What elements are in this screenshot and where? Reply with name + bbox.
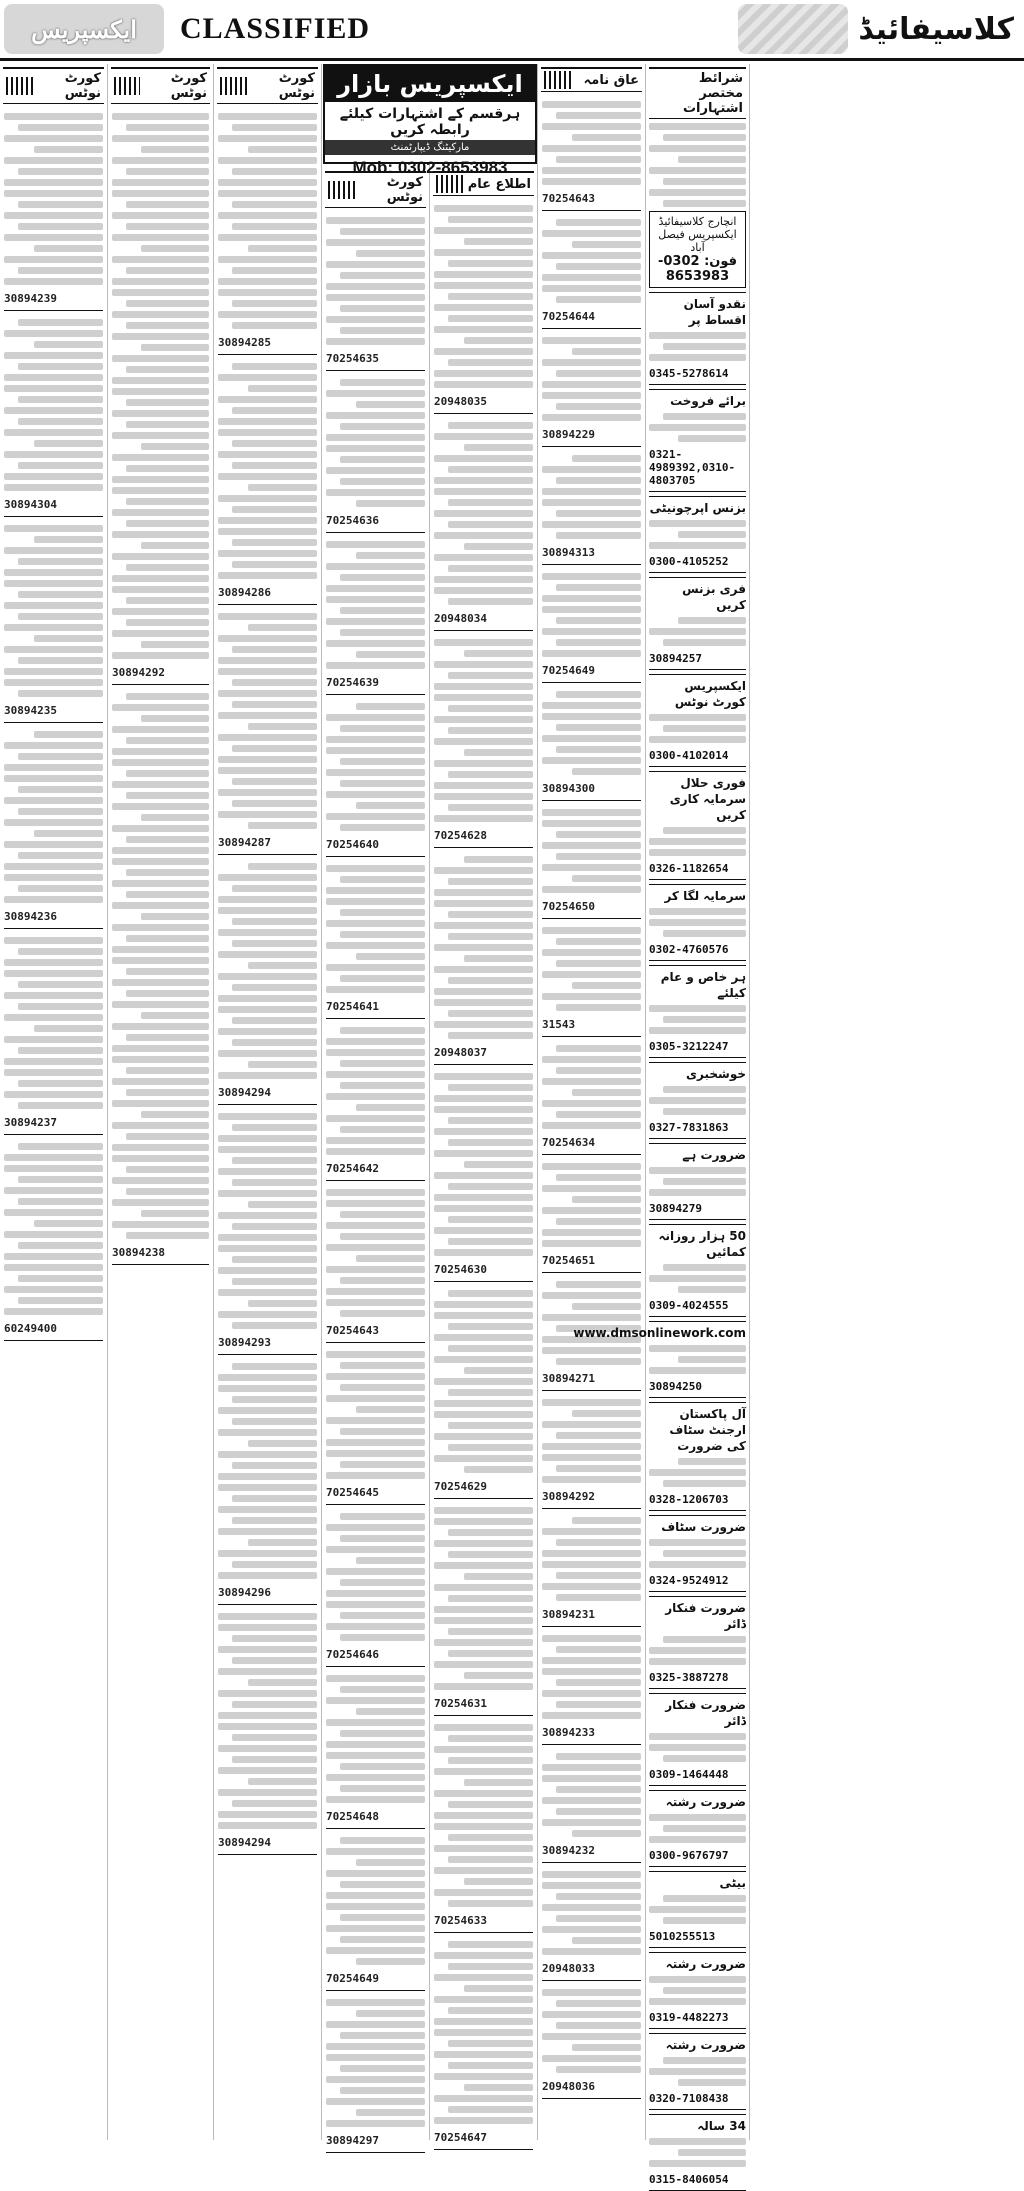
classified-ad bbox=[325, 1507, 426, 1669]
classified-ad bbox=[217, 357, 318, 607]
sidebar-section-title: فری بزنس کریں bbox=[649, 577, 746, 613]
classified-ad bbox=[433, 199, 534, 416]
classified-ad bbox=[433, 1067, 534, 1284]
classified-ad bbox=[3, 519, 104, 725]
sidebar-section-title: ایکسپریس کورٹ نوٹس bbox=[649, 674, 746, 710]
column-6 bbox=[0, 64, 108, 2140]
classified-ad bbox=[541, 567, 642, 685]
classified-ad bbox=[541, 921, 642, 1039]
masthead-right bbox=[738, 4, 1024, 54]
ad-reference-code: 70254628 bbox=[434, 826, 533, 848]
sidebar-section-phone: 30894257 bbox=[649, 650, 746, 670]
classified-ad bbox=[111, 107, 210, 687]
sidebar-section-phone: 0324-9524912 bbox=[649, 1572, 746, 1592]
sidebar-section-title: ضرورت رشتہ bbox=[649, 2033, 746, 2053]
classified-ad bbox=[3, 107, 104, 313]
classified-ad bbox=[325, 373, 426, 535]
classified-ad bbox=[541, 685, 642, 803]
classified-ad bbox=[541, 213, 642, 331]
sidebar-section-title: 34 سالہ bbox=[649, 2114, 746, 2134]
column-5-body bbox=[111, 107, 210, 1267]
ad-reference-code: 30894286 bbox=[218, 583, 317, 605]
sidebar-section-title: 50 ہزار روزانہ کمائیں bbox=[649, 1224, 746, 1260]
contact-box: انچارج کلاسیفائیڈ ایکسپریس فیصل آباد فون: 0302-8653983 bbox=[649, 211, 746, 288]
ad-reference-code: 30894285 bbox=[218, 333, 317, 355]
ad-reference-code: 70254651 bbox=[542, 1251, 641, 1273]
classified-ad bbox=[217, 107, 318, 357]
ad-reference-code: 20948034 bbox=[434, 609, 533, 631]
classified-title-en: CLASSIFIED bbox=[180, 12, 371, 45]
column-3-body bbox=[325, 211, 426, 2155]
ad-reference-code: 20948037 bbox=[434, 1043, 533, 1065]
express-logo: ایکسپریس bbox=[4, 4, 164, 54]
column-2 bbox=[430, 64, 538, 2144]
ad-reference-code: 30894271 bbox=[542, 1369, 641, 1391]
section-header: کورٹ نوٹس bbox=[111, 67, 210, 104]
ad-reference-code: 30894294 bbox=[218, 1833, 317, 1855]
ad-reference-code: 70254646 bbox=[326, 1645, 425, 1667]
ad-reference-code: 70254635 bbox=[326, 349, 425, 371]
sidebar-section-phone: 0309-1464448 bbox=[649, 1766, 746, 1786]
ad-reference-code: 70254649 bbox=[326, 1969, 425, 1991]
classified-ad bbox=[325, 535, 426, 697]
sidebar-section-title: خوشخبری bbox=[649, 1062, 746, 1082]
sidebar-section-phone: 0309-4024555 bbox=[649, 1297, 746, 1317]
ad-reference-code: 70254648 bbox=[326, 1807, 425, 1829]
sidebar-section-title: ضرورت سٹاف bbox=[649, 1515, 746, 1535]
column-4-body bbox=[217, 107, 318, 1857]
sidebar-sections bbox=[573, 292, 746, 2191]
ad-reference-code: 70254630 bbox=[434, 1260, 533, 1282]
sidebar-section-phone: 30894250 bbox=[649, 1378, 746, 1398]
section-header: عاق نامہ bbox=[541, 67, 642, 92]
ad-reference-code: 30894287 bbox=[218, 833, 317, 855]
classified-ad bbox=[541, 1393, 642, 1511]
ad-reference-code: 70254643 bbox=[542, 189, 641, 211]
ad-reference-code: 30894292 bbox=[112, 663, 209, 685]
newspaper-icon bbox=[220, 77, 247, 95]
sidebar-section-title: سرمایہ لگا کر bbox=[649, 884, 746, 904]
ad-reference-code: 30894233 bbox=[542, 1723, 641, 1745]
sidebar-section-phone: 30894279 bbox=[649, 1200, 746, 1220]
column-3 bbox=[322, 64, 430, 2147]
ad-reference-code: 70254642 bbox=[326, 1159, 425, 1181]
ad-reference-code: 70254639 bbox=[326, 673, 425, 695]
sidebar-section-phone: 0300-4105252 bbox=[649, 553, 746, 573]
sidebar-section-title: فوری حلال سرمایہ کاری کریں bbox=[649, 771, 746, 823]
classified-ad bbox=[111, 687, 210, 1267]
ad-reference-code: 30894238 bbox=[112, 1243, 209, 1265]
ad-reference-code: 60249400 bbox=[4, 1319, 103, 1341]
classified-ad bbox=[541, 1747, 642, 1865]
ad-reference-code: 70254647 bbox=[434, 2128, 533, 2150]
sidebar-section-phone: 0315-8406054 bbox=[649, 2171, 746, 2191]
sidebar-section-phone: 0321-4989392,0310-4803705 bbox=[649, 446, 746, 492]
classified-ad bbox=[325, 1993, 426, 2155]
ad-reference-code: 30894229 bbox=[542, 425, 641, 447]
column-6-body bbox=[3, 107, 104, 1343]
ad-reference-code: 30894294 bbox=[218, 1083, 317, 1105]
sidebar-section-phone: 0300-4102014 bbox=[649, 747, 746, 767]
classified-ad bbox=[217, 1357, 318, 1607]
masthead bbox=[0, 0, 1024, 61]
sidebar-section-title: ضرورت ہے bbox=[649, 1143, 746, 1163]
classified-ad bbox=[325, 1021, 426, 1183]
ad-reference-code: 30894296 bbox=[218, 1583, 317, 1605]
classified-ad bbox=[217, 1107, 318, 1357]
ad-reference-code: 30894239 bbox=[4, 289, 103, 311]
sidebar-section-phone: 0300-9676797 bbox=[649, 1847, 746, 1867]
ad-reference-code: 70254633 bbox=[434, 1911, 533, 1933]
ad-reference-code: 30894313 bbox=[542, 543, 641, 565]
sidebar-section-phone: 0326-1182654 bbox=[649, 860, 746, 880]
classified-ad bbox=[217, 857, 318, 1107]
ad-reference-code: 70254644 bbox=[542, 307, 641, 329]
classified-ad bbox=[541, 449, 642, 567]
classified-ad bbox=[325, 1345, 426, 1507]
classified-ad bbox=[325, 1669, 426, 1831]
ad-reference-code: 30894236 bbox=[4, 907, 103, 929]
ad-reference-code: 20948036 bbox=[542, 2077, 641, 2099]
ad-reference-code: 30894304 bbox=[4, 495, 103, 517]
sidebar-section-phone: 0325-3887278 bbox=[649, 1669, 746, 1689]
sidebar-section-title: نقدو آسان اقساط پر bbox=[649, 292, 746, 328]
sidebar-section-phone: 5010255513 bbox=[649, 1928, 746, 1948]
ad-reference-code: 20948035 bbox=[434, 392, 533, 414]
ad-reference-code: 31543 bbox=[542, 1015, 641, 1037]
sidebar-section-title: ہر خاص و عام کیلئے bbox=[649, 965, 746, 1001]
column-5 bbox=[108, 64, 214, 2140]
column-2-body bbox=[433, 199, 534, 2152]
newspaper-icon bbox=[114, 77, 140, 95]
classified-ad bbox=[325, 859, 426, 1021]
ad-reference-code: 70254631 bbox=[434, 1694, 533, 1716]
classified-ad bbox=[541, 1157, 642, 1275]
ad-reference-code: 30894292 bbox=[542, 1487, 641, 1509]
classified-ad bbox=[217, 607, 318, 857]
classified-ad bbox=[3, 725, 104, 931]
bazaar-phone: Mob: 0302-8653983 bbox=[352, 158, 508, 177]
sidebar-section-title: ضرورت فنکار ڈائر bbox=[649, 1596, 746, 1632]
section-header: کورٹ نوٹس bbox=[217, 67, 318, 104]
column-4 bbox=[214, 64, 322, 2140]
classified-ad bbox=[433, 633, 534, 850]
ad-reference-code: 70254650 bbox=[542, 897, 641, 919]
ad-reference-code: 30894237 bbox=[4, 1113, 103, 1135]
ad-reference-code: 30894235 bbox=[4, 701, 103, 723]
classified-ad bbox=[541, 1865, 642, 1983]
classified-ad bbox=[3, 313, 104, 519]
classified-ad bbox=[325, 211, 426, 373]
classified-ad bbox=[433, 850, 534, 1067]
section-header: کورٹ نوٹس bbox=[3, 67, 104, 104]
sidebar-section-title: بیٹی bbox=[649, 1871, 746, 1891]
classified-ad bbox=[325, 1831, 426, 1993]
section-header: اطلاع عام bbox=[433, 171, 534, 196]
classified-ad bbox=[541, 1629, 642, 1747]
ad-reference-code: 70254636 bbox=[326, 511, 425, 533]
classified-ad bbox=[541, 95, 642, 213]
sidebar-section-title: ضرورت رشتہ bbox=[649, 1952, 746, 1972]
sidebar-section-title: ضرورت رشتہ bbox=[649, 1790, 746, 1810]
newspaper-icon bbox=[328, 181, 355, 199]
sidebar-section-phone: 0327-7831863 bbox=[649, 1119, 746, 1139]
column-1 bbox=[538, 64, 646, 2140]
masthead-left bbox=[0, 0, 370, 58]
ad-reference-code: 70254641 bbox=[326, 997, 425, 1019]
sidebar-section-phone: 0328-1206703 bbox=[649, 1491, 746, 1511]
ad-reference-code: 20948033 bbox=[542, 1959, 641, 1981]
classified-ad bbox=[541, 331, 642, 449]
bazaar-dept: مارکیٹنگ ڈیپارٹمنٹ bbox=[325, 140, 535, 155]
classified-ad bbox=[433, 1284, 534, 1501]
classified-ad bbox=[3, 1137, 104, 1343]
sidebar-header: شرائط مختصر اشتہارات bbox=[649, 67, 746, 119]
ad-reference-code: 30894231 bbox=[542, 1605, 641, 1627]
columns-area bbox=[0, 64, 1024, 2186]
ad-reference-code: 70254649 bbox=[542, 661, 641, 683]
classified-ad bbox=[325, 1183, 426, 1345]
ad-reference-code: 70254640 bbox=[326, 835, 425, 857]
classified-ad bbox=[541, 1039, 642, 1157]
ad-reference-code: 30894232 bbox=[542, 1841, 641, 1863]
express-bazaar-banner bbox=[323, 64, 537, 177]
ad-reference-code: 70254629 bbox=[434, 1477, 533, 1499]
sidebar-section-title: بزنس اپرچونیٹی bbox=[649, 496, 746, 516]
sidebar-section-title: آل پاکستان ارجنٹ سٹاف کی ضرورت bbox=[649, 1402, 746, 1454]
masthead-art-icon bbox=[738, 4, 848, 54]
ad-reference-code: 30894293 bbox=[218, 1333, 317, 1355]
classified-ad bbox=[3, 931, 104, 1137]
sidebar-section-phone: 0320-7108438 bbox=[649, 2090, 746, 2110]
bazaar-subtitle: ہرقسم کے اشتہارات کیلئے رابطہ کریں bbox=[339, 106, 521, 138]
classified-ad bbox=[325, 697, 426, 859]
ad-reference-code: 70254643 bbox=[326, 1321, 425, 1343]
ad-reference-code: 70254634 bbox=[542, 1133, 641, 1155]
classified-ad bbox=[541, 1983, 642, 2101]
newspaper-icon bbox=[6, 77, 33, 95]
classified-ad bbox=[433, 1718, 534, 1935]
chain-icon bbox=[544, 71, 574, 89]
ad-reference-code: 30894300 bbox=[542, 779, 641, 801]
classified-ad bbox=[541, 803, 642, 921]
classified-ad bbox=[433, 1935, 534, 2152]
classified-ad bbox=[217, 1607, 318, 1857]
classified-ad bbox=[433, 1501, 534, 1718]
sidebar-section-title: برائے فروخت bbox=[649, 389, 746, 409]
classified-ad bbox=[433, 416, 534, 633]
sidebar-section-phone: 0345-5278614 bbox=[649, 365, 746, 385]
ad-reference-code: 70254645 bbox=[326, 1483, 425, 1505]
sidebar-section-phone: 0319-4482273 bbox=[649, 2009, 746, 2029]
sidebar-section-phone: 0305-3212247 bbox=[649, 1038, 746, 1058]
sidebar-section-title: ضرورت فنکار ڈائر bbox=[649, 1693, 746, 1729]
classified-title-ur: کلاسیفائیڈ bbox=[858, 11, 1014, 47]
section-header: کورٹ نوٹس bbox=[325, 171, 426, 208]
sidebar-section-title: www.dmsonlinework.com bbox=[649, 1321, 746, 1341]
sidebar-section-phone: 0302-4760576 bbox=[649, 941, 746, 961]
classified-ad bbox=[541, 1511, 642, 1629]
column-1-body bbox=[541, 95, 642, 2101]
bazaar-title: ایکسپریس بازار bbox=[325, 66, 535, 102]
ad-reference-code: 30894297 bbox=[326, 2131, 425, 2153]
